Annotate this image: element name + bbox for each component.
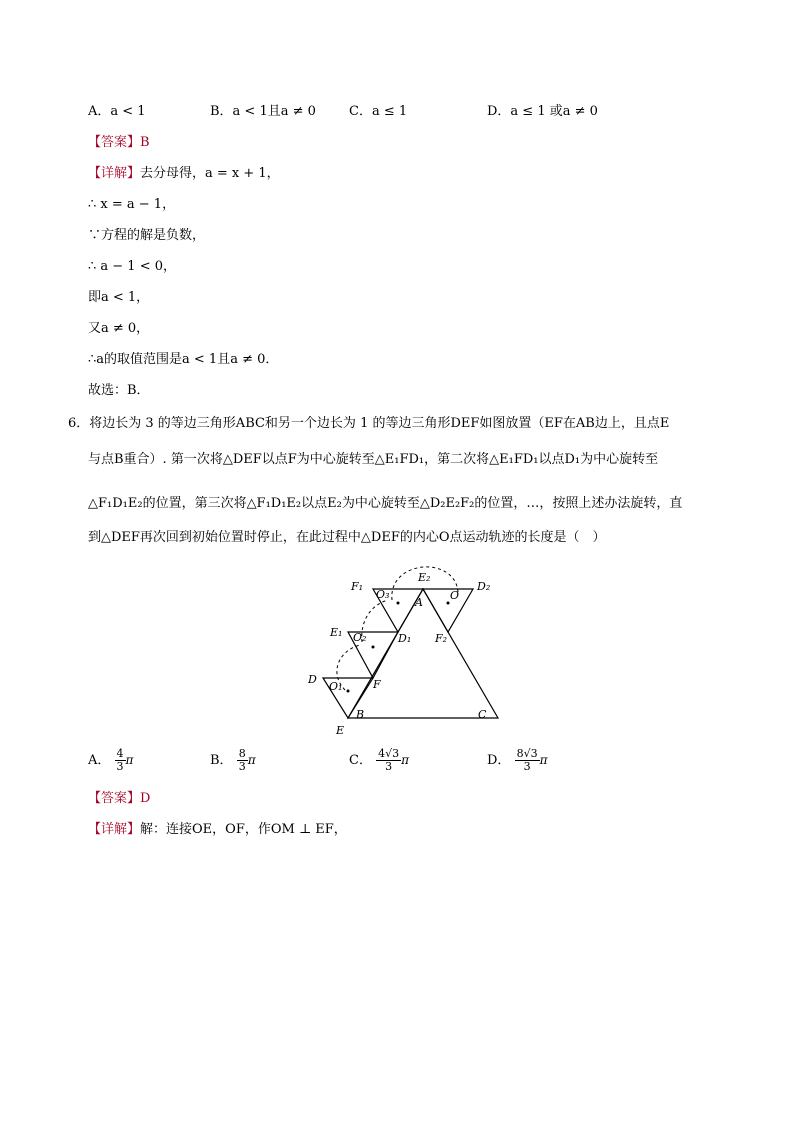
fraction (115, 748, 126, 773)
fraction (376, 748, 401, 773)
answer-label: 【答案】 (88, 135, 141, 150)
q6-option-a (88, 748, 133, 773)
option-label: A． (88, 753, 111, 768)
big-triangle-abc (348, 589, 498, 718)
q5-detail (88, 164, 280, 184)
numerator: 8√3 (516, 747, 538, 760)
point-o2 (372, 646, 375, 649)
fraction (237, 748, 248, 773)
q6-answer (88, 789, 150, 809)
label-c: C (478, 708, 487, 721)
fraction (515, 748, 540, 773)
label-e: E (336, 724, 345, 737)
label-b: B (356, 708, 365, 721)
answer-label: 【答案】 (88, 791, 141, 806)
detail-step: 即a < 1， (88, 290, 150, 305)
pi-symbol: π (247, 753, 256, 767)
label-a: A (415, 596, 423, 609)
q5-option-a: A．a < 1 (88, 104, 146, 119)
detail-text: 解：连接OE，OF，作OM ⊥ EF， (140, 822, 347, 837)
detail-step: 故选：B． (88, 383, 150, 398)
label-e1: E₁ (330, 626, 343, 639)
detail-step: ∴a的取值范围是a < 1且a ≠ 0． (88, 352, 279, 367)
detail-label: 【详解】 (88, 822, 141, 837)
detail-step: 去分母得，a = x + 1， (140, 166, 280, 181)
label-o: O (450, 589, 460, 602)
q6-text-line: 到△DEF再次回到初始位置时停止，在此过程中△DEF的内心O点运动轨迹的长度是（ ） (88, 530, 606, 545)
denominator: 3 (238, 760, 246, 773)
option-label: B． (210, 753, 233, 768)
detail-step: 又a ≠ 0， (88, 321, 150, 336)
label-f1: F₁ (351, 580, 364, 593)
label-e2: E₂ (418, 571, 431, 584)
q5-option-d: D．a ≤ 1 或a ≠ 0 (487, 104, 598, 119)
label-o1: O₁ (329, 680, 343, 693)
label-o3: O₃ (376, 588, 390, 601)
detail-step: ∵方程的解是负数， (88, 228, 206, 243)
label-o2: O₂ (353, 631, 367, 644)
q5-option-b: B．a < 1且a ≠ 0 (210, 104, 316, 119)
point-o3 (397, 602, 400, 605)
denominator: 3 (523, 760, 531, 773)
numerator: 4√3 (378, 747, 400, 760)
q6-option-d (487, 748, 547, 773)
q6-text-line: 6．将边长为 3 的等边三角形ABC和另一个边长为 1 的等边三角形DEF如图放置（EF在AB边上，且点E (68, 416, 670, 431)
q6-text-line: 与点B重合）. 第一次将△DEF以点F为中心旋转至△E₁FD₁，第二次将△E₁FD₁以点D₁为中心旋转至 (88, 452, 659, 467)
label-f: F (373, 678, 381, 691)
label-f2: F₂ (435, 632, 448, 645)
denominator: 3 (116, 760, 124, 773)
q6-text-line: △F₁D₁E₂的位置，第三次将△F₁D₁E₂以点E₂为中心旋转至△D₂E₂F₂的位置，…，按照上述办法旋转，直 (88, 496, 683, 511)
triangle-diagram (300, 562, 520, 740)
detail-step: ∴ a − 1 < 0， (88, 259, 177, 274)
answer-value: D (140, 791, 151, 806)
q6-detail (88, 820, 347, 840)
option-label: C． (349, 753, 372, 768)
triangle-d2e2f2 (423, 589, 473, 632)
q6-option-c (349, 748, 409, 773)
detail-step: ∴ x = a − 1， (88, 197, 176, 212)
numerator: 4 (116, 747, 124, 760)
pi-symbol: π (401, 753, 409, 767)
numerator: 8 (238, 747, 246, 760)
answer-value: B (140, 135, 150, 150)
label-d1: D₁ (398, 632, 412, 645)
label-d: D (308, 673, 317, 686)
point-o1 (347, 690, 350, 693)
label-d2: D₂ (477, 580, 491, 593)
denominator: 3 (385, 760, 393, 773)
detail-label: 【详解】 (88, 166, 141, 181)
option-label: D． (487, 753, 511, 768)
q5-option-c: C．a ≤ 1 (349, 104, 408, 119)
pi-symbol: π (539, 753, 548, 767)
q5-answer (88, 133, 150, 153)
pi-symbol: π (125, 753, 134, 767)
rotation-figure (300, 562, 520, 740)
q6-option-b (210, 748, 256, 773)
